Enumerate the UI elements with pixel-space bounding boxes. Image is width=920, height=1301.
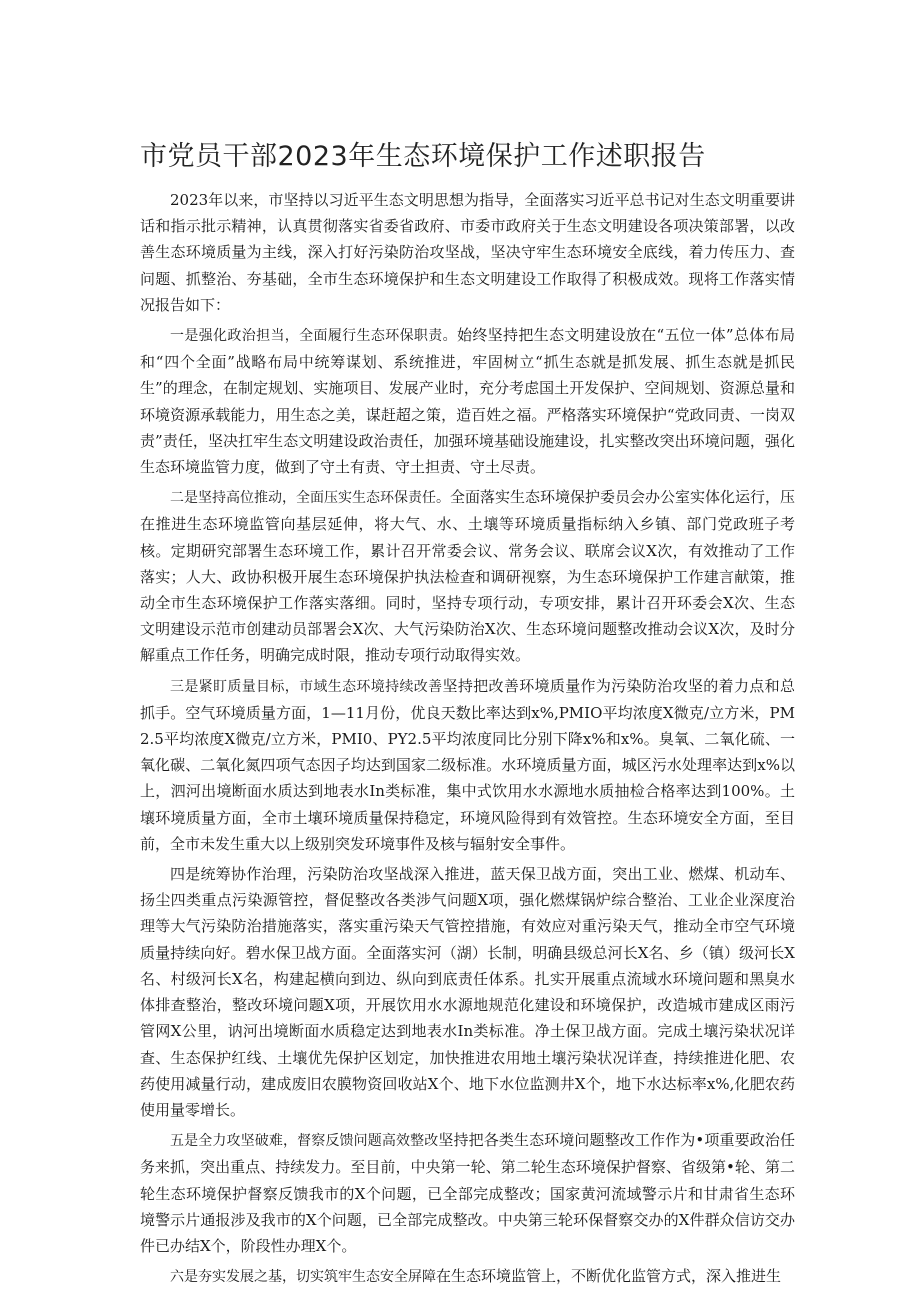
paragraph-intro — [140, 187, 795, 318]
paragraph-text: 全面落实生态环境保护委员会办公室实体化运行，压在推进生态环境监管向基层延伸，将大气、水、土壤等环境质量指标纳入乡镇、部门党政班子考核。定期研究部署生态环境工作，累计召开常委会议、常务会议、联席会议X次，有效推动了工作落实；人大、政协积极开展生态环境保护执法检查和调研视察，为生态环境保护工作建言献策，推动全市生态环境保护工作落实落细。同时，坚持专项行动，专项安排，累计召开环委会X次、生态文明建设示范市创建动员部署会X次、大气污染防治X次、生态环境问题整改推动会议X次，及时分解重点工作任务，明确完成时限，推动专项行动取得实效。 — [140, 488, 796, 665]
paragraph-section-1 — [140, 322, 795, 480]
section-heading: 六是夯实发展之基，切实筑牢生态安全屏障 — [170, 1269, 436, 1286]
page-title: 市党员干部2023年生态环境保护工作述职报告 — [140, 141, 706, 172]
paragraph-text: 四是统筹协作治理，污染防治攻坚战深入推进，蓝天保卫战方面，突出工业、燃煤、机动车、扬尘四类重点污染源管控，督促整改各类涉气问题X项，强化燃煤锅炉综合整治、工业企业深度治理等大气污染防治措施落实，落实重污染天气管控措施，有效应对重污染天气，推动全市空气环境质量持续向好。碧水保卫战方面。全面落实河（湖）长制，明确县级总河长X名、乡（镇）级河长X名、村级河长X名，构建起横向到边、纵向到底责任体系。扎实开展重点流域水环境问题和黑臭水体排查整治，整改环境问题X项，开展饮用水水源地规范化建设和环境保护，改造城市建成区雨污管网X公里，讷河出境断面水质稳定达到地表水In类标准。净土保卫战方面。完成土壤污染状况详查、生态保护红线、土壤优先保护区划定，加快推进农用地土壤污染状况详查，持续推进化肥、农药使用减量行动，建成废旧农膜物资回收站X个、地下水位监测井X个，地下水达标率x%,化肥农药使用量零增长。 — [140, 865, 795, 1119]
section-heading: 一是强化政治担当，全面履行生态环保职责。 — [170, 328, 457, 345]
paragraph-text: 始终坚持把生态文明建设放在“五位一体”总体布局和“四个全面”战略布局中统筹谋划、系统推进，牢固树立“抓生态就是抓发展、抓生态就是抓民生”的理念，在制定规划、实施项目、发展产业时，充分考虑国土开发保护、空间规划、资源总量和环境资源承载能力，用生态之美，谋赶超之策，造百姓之福。严格落实环境保护“党政同责、一岗双责”责任，坚决扛牢生态文明建设政治责任，加强环境基础设施建设，扎实整改突出环境问题，强化生态环境监管力度，做到了守土有责、守土担责、守土尽责。 — [140, 326, 796, 477]
paragraph-text: 坚持把改善环境质量作为污染防治攻坚的着力点和总抓手。空气环境质量方面，1—11月份，优良天数比率达到x%,PMIO平均浓度X微克/立方米，PM2.5平均浓度X微克/立方米，PMI0、PY2.5平均浓度同比分别下降x%和x%。臭氧、二氧化硫、一氧化碳、二氧化氮四项气态因子均达到国家二级标准。水环境质量方面，城区污水处理率达到x%以上，泗河出境断面水质达到地表水In类标准，集中式饮用水水源地水质抽检合格率达到100%。土壤环境质量方面，全市土壤环境质量保持稳定，环境风险得到有效管控。生态环境安全方面，至目前，全市未发生重大以上级别突发环境事件及核与辐射安全事件。 — [140, 676, 795, 853]
section-heading: 五是全力攻坚破难，督察反馈问题高效整改 — [170, 1133, 439, 1150]
paragraph-section-5 — [140, 1127, 795, 1259]
section-heading: 三是紧盯质量目标，市域生态环境持续改善 — [170, 678, 443, 695]
paragraph-text: 在生态环境监管上，不断优化监管方式，深入推进生 — [436, 1267, 782, 1286]
paragraph-section-2 — [140, 484, 795, 668]
section-heading: 二是坚持高位推动，全面压实生态环保责任。 — [170, 490, 450, 507]
document-page — [140, 118, 795, 1294]
paragraph-text: 2023年以来，市坚持以习近平生态文明思想为指导，全面落实习近平总书记对生态文明重要讲话和指示批示精神，认真贯彻落实省委省政府、市委市政府关于生态文明建设各项决策部署，以改善生态环境质量为主线，深入打好污染防治攻坚战，坚决守牢生态环境安全底线，着力传压力、查问题、抓整治、夯基础，全市生态环境保护和生态文明建设工作取得了积极成效。现将工作落实情况报告如下： — [140, 191, 795, 314]
paragraph-section-3 — [140, 673, 795, 857]
paragraph-section-4 — [140, 861, 795, 1123]
paragraph-text: 坚持把各类生态环境问题整改工作作为•项重要政治任务来抓，突出重点、持续发力。至目前，中央第一轮、第二轮生态环境保护督察、省级第•轮、第二轮生态环境保护督察反馈我市的X个问题，已全部完成整改；国家黄河流域警示片和甘肃省生态环境警示片通报涉及我市的X个问题，已全部完成整改。中央第三轮环保督察交办的X件群众信访交办件已办结X个，阶段性办理X个。 — [140, 1131, 795, 1255]
paragraph-section-6 — [140, 1263, 795, 1290]
